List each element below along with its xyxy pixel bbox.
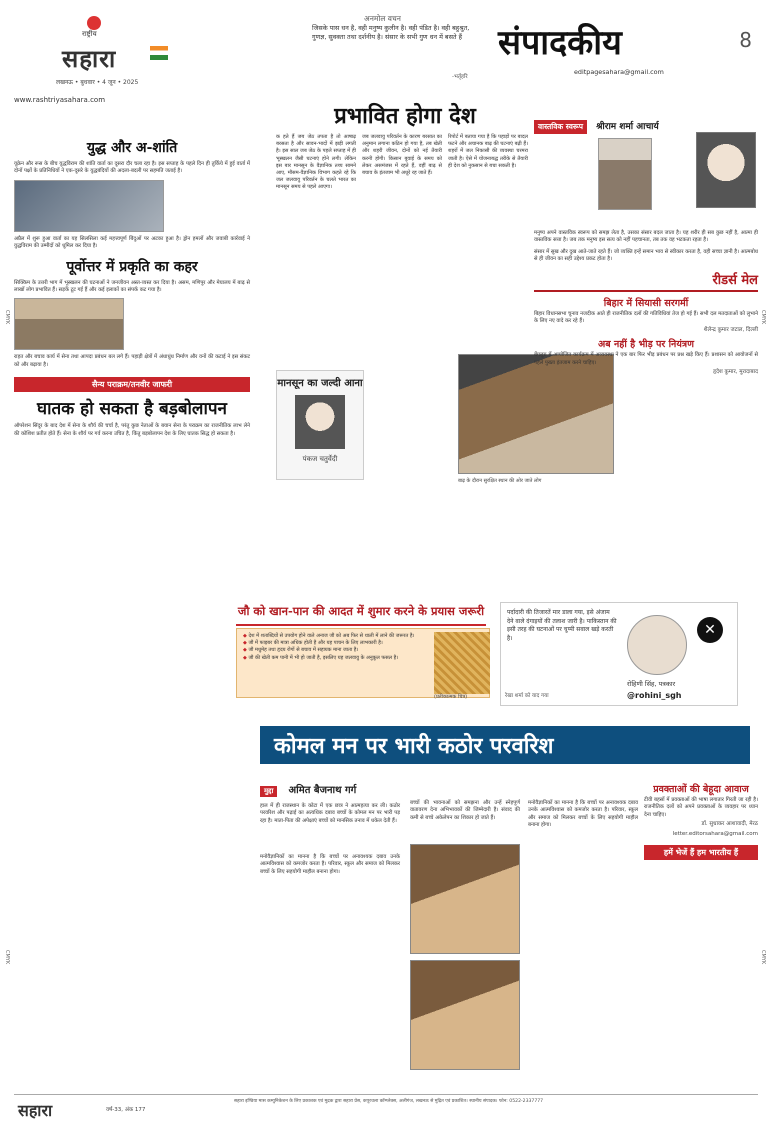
x-logo-icon[interactable]: ✕ (697, 617, 723, 643)
author-name: पंकज चतुर्वेदी (302, 455, 338, 463)
footer-logo[interactable]: सहारा (18, 1101, 53, 1120)
barley-image (434, 632, 490, 694)
cmyk-mark: CMYK (4, 310, 10, 325)
cmyk-mark: CMYK (4, 950, 10, 965)
letter-body: बेंगलुरु में आयोजित कार्यक्रम में अव्यवस्था ने एक बार फिर भीड़ प्रबंधन पर प्रश्न खड़े किए हैं। प्रशासन को आयोजनों से पहले पुख्ता इंतजाम करने चाहिए। (534, 352, 758, 366)
letter-title: बिहार में सियासी सरगर्मी (603, 297, 689, 309)
author-photo (696, 132, 756, 208)
bottom-headline: कोमल मन पर भारी कठोर परवरिश (260, 726, 750, 764)
page-footer (14, 1094, 758, 1120)
footer-strip: हमें भेजें हैं हम भारतीय हैं (644, 845, 758, 860)
section-header (498, 18, 758, 90)
article-column: जब जलवायु परिवर्तन के कारण बरसात का अनुमान लगाना कठिन हो गया है, तब खेती और शहरी जीवन, दोनों को नई तैयारी करनी होगी। किसान बुवाई के समय को लेकर असमंजस में रहते हैं, वहीं बाढ़ से बचाव के इंतजाम भी अधूरे रह जाते हैं। (362, 134, 442, 177)
article-body (14, 161, 250, 176)
health-item (243, 647, 431, 654)
health-item-text: जौ की खेती कम पानी में भी हो जाती है, इसलिए यह जलवायु के अनुकूल फसल है। (248, 654, 399, 661)
children-photo (410, 960, 520, 1070)
article-column: क हते हैं जब जेठ तपता है तो आषाढ़ बरसता है और सावन-भादों में झड़ी लगती है। इस साल जब जेठ के पहले सप्ताह में ही भूस्खलन जैसी घटनाएं होने लगी। लेकिन इस बार मानसून के वैज्ञानिक तथ्य सामने आए, मौसम-वैज्ञानिक विभाग कहते रहे कि जल जलवायु परिवर्तन के चलते भारत का मानसून समय से पहले आएगा। (276, 134, 356, 191)
health-banner (236, 604, 486, 626)
section-tag: सैन्य पराक्रम/तनवीर जाफरी (14, 377, 250, 392)
article-paragraph: अप्रैल में शुरू हुआ वार्ता का यह सिलसिला कई महत्त्वपूर्ण बिंदुओं पर अटका हुआ है। ड्रोन हमलों और जवाबी कार्रवाई ने युद्धविराम की उम्मीदों को धूमिल कर दिया है। (14, 235, 250, 250)
quote-title: अनमोल वचन (364, 14, 401, 23)
article-paragraph: बच्चों की भावनाओं को समझना और उन्हें स्नेहपूर्ण वातावरण देना अभिभावकों की जिम्मेदारी है। संवाद की कमी से बच्चे अकेलेपन का शिकार हो जाते हैं। (410, 800, 520, 821)
health-item-text: देश में शताब्दियों से उपयोग होने वाले अनाज जौ को अब फिर से थाली में लाने की जरूरत है। (248, 633, 415, 639)
article-paragraph: सिक्किम के उत्तरी भाग में भूस्खलन की घटनाओं ने जनजीवन अस्त-व्यस्त कर दिया है। असम, मणिपुर और मेघालय में बाढ़ से लाखों लोग प्रभावित हैं। सड़कें टूट गई हैं और कई इलाकों का संपर्क कट गया है। (14, 279, 250, 294)
bullet-icon: ◆ (243, 654, 249, 661)
logo-emblem-icon (87, 16, 101, 30)
left-column (14, 138, 250, 438)
article-paragraph: मनोवैज्ञानिकों का मानना है कि बच्चों पर अनावश्यक दबाव उनके आत्मविश्वास को कमजोर करता है। परिवार, स्कूल और समाज को मिलकर बच्चों के लिए सहयोगी माहौल बनाना होगा। (528, 800, 638, 829)
letter-author: हृदेश कुमार, मुरादाबाद (713, 369, 758, 376)
page-number: 8 (739, 28, 752, 52)
cartoon-text: पर्दादारी की तिजारतें मार डाला गया, इसे अंजाम देने वाले दंगाइयों की तलाश जारी है। पाकिस्तान की इसी तरह की घटनाओं पर चुप्पी सवाल खड़े करती है। (507, 609, 617, 642)
illustration-face (627, 615, 687, 675)
newspaper-page (4, 10, 766, 1122)
newspaper-logo[interactable] (32, 30, 152, 90)
column-body: संसार में सुख और दुख आते-जाते रहते हैं। जो व्यक्ति इन्हें समान भाव से स्वीकार करता है, वही सच्चा ज्ञानी है। आत्मबोध से ही जीवन का सही उद्देश्य प्रकट होता है। (534, 248, 758, 263)
author-label: मानसून का जल्दी आना (277, 378, 363, 389)
column-body: मनुष्य अपने वास्तविक स्वरूप को समझ लेता है, उसका संसार बदल जाता है। यह शरीर ही सब कुछ नहीं है, आत्मा ही वास्तविक सत्ता है। जब तक मनुष्य इस सत्य को नहीं पहचानता, तब तक वह भटकता रहता है। (534, 230, 758, 244)
article-image (14, 180, 164, 232)
letter-author: डॉ. सुधाकर आशावादी, मेरठ (701, 821, 758, 828)
article-author: अमित बैजनाथ गर्ग (288, 785, 357, 796)
article-paragraph: मनोवैज्ञानिकों का मानना है कि बच्चों पर अनावश्यक दबाव उनके आत्मविश्वास को कमजोर करता है। परिवार, स्कूल और समाज को मिलकर बच्चों के लिए सहयोगी माहौल बनाना होगा। (260, 854, 400, 875)
statue-image (598, 138, 652, 210)
logo-text: सहारा (62, 44, 117, 73)
column-tag: वास्तविक स्वरूप (534, 120, 587, 134)
letters-lower (644, 778, 758, 860)
quote-text: जिसके पास धन है, वही मनुष्य कुलीन है। वही पंडित है। वही बहुश्रुत, गुणज्ञ, सुवक्ता तथा दर्शनीय है। संसार के सभी गुण धन में बसते हैं (312, 24, 470, 41)
health-item-text: जौ में फाइबर की मात्रा अधिक होती है और यह पाचन के लिए लाभकारी है। (248, 640, 383, 647)
article-title: पूर्वोत्तर में प्रकृति का कहर (66, 258, 198, 275)
cartoon-author: रोहिणी सिंह, पत्रकार (627, 680, 676, 688)
article-column: रिपोर्ट में बताया गया है कि पहाड़ों पर बादल फटने और अचानक बाढ़ की घटनाएं बढ़ी हैं। शहरों में जल निकासी की व्यवस्था चरमरा जाती है। ऐसे में योजनाबद्ध तरीके से तैयारी ही देश को नुकसान से बचा सकती है। (448, 134, 528, 169)
cartoon-caption: रेखा शर्मा को याद गया (505, 693, 549, 699)
letter-title: अब नहीं है भीड़ पर नियंत्रण (598, 339, 694, 351)
website-link[interactable]: www.rashtriyasahara.com (14, 96, 106, 104)
photo-caption: बाढ़ के दौरान सुरक्षित स्थान की ओर जाते लोग (458, 478, 542, 484)
bullet-icon: ◆ (243, 640, 249, 647)
children-photo (410, 844, 520, 954)
readers-mail-title: रीडर्स मेल (534, 270, 758, 292)
bullet-icon: ◆ (243, 633, 249, 639)
bullet-icon: ◆ (243, 647, 249, 654)
social-handle[interactable]: @rohini_sgh (627, 691, 682, 700)
article-title: युद्ध और अ-शांति (86, 140, 178, 156)
author-photo (295, 395, 345, 449)
author-box (276, 370, 364, 480)
quote-signature: -भर्तृहरि (452, 74, 468, 80)
logo-tagline: राष्ट्रीय (82, 30, 97, 38)
health-item-text: जौ मधुमेह तथा हृदय रोगों से बचाव में सहायक माना जाता है। (248, 647, 359, 654)
article-title: घातक हो सकता है बड़बोलापन (37, 399, 227, 420)
letter-email[interactable]: letter.editorsahara@gmail.com (672, 831, 758, 838)
section-title: संपादकीय (498, 23, 622, 63)
edition-line: लखनऊ • बुधवार • 4 जून • 2025 (56, 79, 139, 86)
letter-body: बिहार विधानसभा चुनाव नजदीक आते ही राजनीतिक दलों की गतिविधियां तेज हो गई हैं। सभी दल मतदाताओं को लुभाने के लिए नए वादे कर रहे हैं। (534, 310, 758, 325)
letter-title: प्रवक्ताओं की बेहूदा आवाज (653, 784, 749, 795)
article-tag: मुद्दा (260, 786, 277, 797)
cmyk-mark: CMYK (760, 310, 766, 325)
footer-volume: वर्ष-33, अंक 177 (106, 1107, 146, 1113)
health-item (243, 655, 431, 662)
flag-icon (150, 46, 168, 60)
article-paragraph: यूक्रेन और रूस के बीच युद्धविराम की शांति वार्ता का दूसरा दौर चला रहा है। इस सप्ताह के पहले दिन ही तुर्किये में हुई वार्ता में दोनों पक्षों के प्रतिनिधियों ने एक-दूसरे के युद्धबंदियों की अदला-बदली पर सहमति जताई है। (14, 161, 250, 175)
article-paragraph: राहत और बचाव कार्य में सेना तथा आपदा प्रबंधन बल लगे हैं। पहाड़ी क्षेत्रों में अंधाधुंध निर्माण और वनों की कटाई ने इस संकट को और बढ़ाया है। (14, 354, 250, 368)
health-banner-title: जौ को खान-पान की आदत में शुमार करने के प्रयास जरूरी (237, 604, 485, 618)
flood-image (14, 298, 124, 350)
footer-imprint: सहारा इण्डिया मास कम्युनिकेशन के लिए प्रकाशक एवं मुद्रक द्वारा सहारा प्रेस, कपूरथला कॉम्प्लेक्स, अलीगंज, लखनऊ से मुद्रित एवं प्रकाशित। स्थानीय संपादक। फोन: 0522-2337777 (234, 1099, 544, 1104)
bottom-article (260, 778, 400, 825)
article-paragraph: हाल में ही राजस्थान के कोटा में एक छात्र ने आत्महत्या कर ली। कठोर परवरिश और पढ़ाई का अत्यधिक दबाव बच्चों के कोमल मन पर भारी पड़ रहा है। माता-पिता की अपेक्षाएं बच्चों को मानसिक तनाव में धकेल देती हैं। (260, 803, 400, 824)
main-headline: प्रभावित होगा देश (334, 103, 476, 129)
letter-body: टीवी बहसों में प्रवक्ताओं की भाषा लगातार गिरती जा रही है। राजनीतिक दलों को अपने प्रवक्ताओं के व्यवहार पर ध्यान देना चाहिए। (644, 797, 758, 818)
article-paragraph: ऑपरेशन सिंदूर के बाद देश में सेना के शौर्य की चर्चा है, परंतु कुछ नेताओं के बयान सेना के पराक्रम का राजनीतिक लाभ लेने की कोशिश प्रतीत होते हैं। सेना के शौर्य पर गर्व करना उचित है, किंतु बड़बोलापन देश के लिए घातक सिद्ध हो सकता है। (14, 423, 250, 437)
right-column (534, 114, 758, 375)
cartoon-box (500, 602, 738, 706)
cmyk-mark: CMYK (760, 950, 766, 965)
letter-author: शैलेन्द्र कुमार जटाल, दिल्ली (703, 327, 758, 334)
masthead (14, 10, 758, 106)
image-caption: (प्रतीकात्मक चित्र) (434, 694, 468, 700)
column-author: श्रीराम शर्मा आचार्य (596, 122, 659, 132)
editor-email[interactable]: editpagesahara@gmail.com (574, 68, 664, 76)
